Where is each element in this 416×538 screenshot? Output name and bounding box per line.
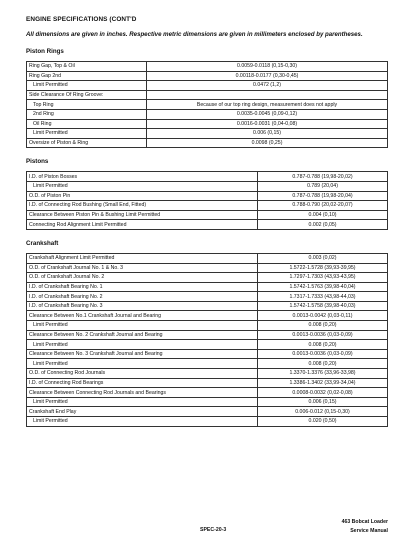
spec-label: I.D. of Crankshaft Bearing No. 1 xyxy=(27,282,258,292)
spec-value: 1.5742-1.5763 (39,98-40,04) xyxy=(258,282,388,292)
table-row xyxy=(27,129,388,139)
spec-label: I.D. of Connecting Rod Bushing (Small End, Fitted) xyxy=(27,201,258,211)
section-title-piston-rings: Piston Rings xyxy=(26,48,64,55)
spec-label: Limit Permitted xyxy=(27,181,258,191)
spec-label: Oil Ring xyxy=(27,119,147,129)
spec-label: O.D. of Crankshaft Journal No. 1 & No. 3 xyxy=(27,263,258,273)
table-row xyxy=(27,349,388,359)
spec-value: 0.0472 (1,2) xyxy=(147,81,388,91)
table-row xyxy=(27,417,388,427)
table-row xyxy=(27,388,388,398)
table-row xyxy=(27,62,388,72)
spec-label: Connecting Rod Alignment Limit Permitted xyxy=(27,220,258,230)
table-row xyxy=(27,282,388,292)
spec-value: 0.006 (0,15) xyxy=(147,129,388,139)
spec-value: 0.008 (0,20) xyxy=(258,321,388,331)
spec-value: 0.0013-0.0036 (0,03-0,09) xyxy=(258,349,388,359)
manual-info xyxy=(342,518,388,536)
spec-value: Because of our top ring design, measurement does not apply xyxy=(147,100,388,110)
spec-value: 1.5742-1.5758 (39,98-40,03) xyxy=(258,301,388,311)
table-row xyxy=(27,100,388,110)
pistons-table xyxy=(26,171,388,230)
spec-value: 0.003 (0,02) xyxy=(258,253,388,263)
intro-note: All dimensions are given in inches. Respective metric dimensions are given in millimeters enclosed by parentheses. xyxy=(26,31,363,38)
table-row xyxy=(27,81,388,91)
table-row xyxy=(27,340,388,350)
spec-value: 1.7297-1.7303 (43,93-43,95) xyxy=(258,273,388,283)
table-row xyxy=(27,201,388,211)
spec-page xyxy=(26,16,388,534)
table-row xyxy=(27,172,388,182)
spec-label: Crankshaft End Play xyxy=(27,407,258,417)
spec-value: 0.0013-0.0036 (0,03-0,09) xyxy=(258,330,388,340)
spec-value: 1.7317-1.7333 (43,98-44,03) xyxy=(258,292,388,302)
spec-value xyxy=(147,90,388,100)
spec-label: Limit Permitted xyxy=(27,340,258,350)
table-row xyxy=(27,210,388,220)
spec-label: Ring Gap, Top & Oil xyxy=(27,62,147,72)
spec-value: 0.002 (0,05) xyxy=(258,220,388,230)
table-row xyxy=(27,263,388,273)
manual-name: Service Manual xyxy=(350,528,388,534)
page-number: SPEC-20-3 xyxy=(200,527,227,533)
table-row xyxy=(27,191,388,201)
table-row xyxy=(27,138,388,148)
table-row xyxy=(27,220,388,230)
spec-value: 0.788-0.790 (20,02-20,07) xyxy=(258,201,388,211)
spec-label: Limit Permitted xyxy=(27,321,258,331)
table-row xyxy=(27,321,388,331)
spec-label: Clearance Between No.1 Crankshaft Journal and Bearing xyxy=(27,311,258,321)
model-name: 463 Bobcat Loader xyxy=(341,519,388,525)
spec-value: 0.0059-0.0118 (0,15-0,30) xyxy=(147,62,388,72)
piston-rings-table xyxy=(26,61,388,148)
spec-label: I.D. of Piston Bosses xyxy=(27,172,258,182)
spec-label: I.D. of Connecting Rod Bearings xyxy=(27,378,258,388)
spec-label: Limit Permitted xyxy=(27,359,258,369)
table-row xyxy=(27,253,388,263)
spec-label: Limit Permitted xyxy=(27,81,147,91)
spec-label: 2nd Ring xyxy=(27,109,147,119)
spec-label: Limit Permitted xyxy=(27,397,258,407)
table-row xyxy=(27,397,388,407)
table-row xyxy=(27,369,388,379)
table-row xyxy=(27,407,388,417)
table-row xyxy=(27,292,388,302)
spec-value: 0.0098 (0,25) xyxy=(147,138,388,148)
spec-value: 0.008 (0,20) xyxy=(258,359,388,369)
table-row xyxy=(27,109,388,119)
spec-label: Limit Permitted xyxy=(27,129,147,139)
spec-value: 0.787-0.788 (19,98-20,02) xyxy=(258,172,388,182)
section-title-pistons: Pistons xyxy=(26,158,49,166)
spec-value: 0.0013-0.0042 (0,03-0,11) xyxy=(258,311,388,321)
table-row xyxy=(27,119,388,129)
table-row xyxy=(27,71,388,81)
spec-label: Clearance Between Connecting Rod Journals and Bearings xyxy=(27,388,258,398)
table-row xyxy=(27,378,388,388)
spec-label: Top Ring xyxy=(27,100,147,110)
spec-label: O.D. of Piston Pin xyxy=(27,191,258,201)
spec-value: 0.006 (0,15) xyxy=(258,397,388,407)
spec-label: Clearance Between No. 2 Crankshaft Journal and Bearing xyxy=(27,330,258,340)
table-row xyxy=(27,330,388,340)
spec-label: O.D. of Crankshaft Journal No. 2 xyxy=(27,273,258,283)
spec-value: 1.3370-1.3376 (33,96-33,98) xyxy=(258,369,388,379)
spec-label: Clearance Between No. 3 Crankshaft Journal and Bearing xyxy=(27,349,258,359)
table-row xyxy=(27,301,388,311)
spec-label: Limit Permitted xyxy=(27,417,258,427)
table-row xyxy=(27,273,388,283)
spec-value: 0.789 (20,04) xyxy=(258,181,388,191)
spec-value: 0.0016-0.0031 (0,04-0,08) xyxy=(147,119,388,129)
spec-value: 0.006-0.012 (0,15-0,30) xyxy=(258,407,388,417)
spec-value: 0.004 (0,10) xyxy=(258,210,388,220)
spec-label: I.D. of Crankshaft Bearing No. 3 xyxy=(27,301,258,311)
spec-value: 0.020 (0,50) xyxy=(258,417,388,427)
spec-label: Ring Gap 2nd xyxy=(27,71,147,81)
spec-value: 0.787-0.788 (19,98-20,04) xyxy=(258,191,388,201)
spec-label: Clearance Between Piston Pin & Bushing Limit Permitted xyxy=(27,210,258,220)
spec-value: 0.00118-0.0177 (0,30-0,45) xyxy=(147,71,388,81)
spec-value: 1.3386-1.3402 (33,99-34,04) xyxy=(258,378,388,388)
spec-label: I.D. of Crankshaft Bearing No. 2 xyxy=(27,292,258,302)
spec-value: 0.0035-0.0045 (0,09-0,12) xyxy=(147,109,388,119)
spec-value: 0.008 (0,20) xyxy=(258,340,388,350)
table-row xyxy=(27,181,388,191)
table-row xyxy=(27,311,388,321)
spec-value: 0.0008-0.0032 (0,02-0,08) xyxy=(258,388,388,398)
page-title: ENGINE SPECIFICATIONS (CONT'D xyxy=(26,16,137,23)
spec-label: Oversize of Piston & Ring xyxy=(27,138,147,148)
spec-label: Side Clearance Of Ring Groove: xyxy=(27,90,147,100)
spec-label: Crankshaft Alignment Limit Permitted xyxy=(27,253,258,263)
spec-value: 1.5722-1.5728 (39,93-39,95) xyxy=(258,263,388,273)
table-row xyxy=(27,359,388,369)
spec-label: O.D. of Connecting Rod Journals xyxy=(27,369,258,379)
crankshaft-table xyxy=(26,253,388,427)
table-row xyxy=(27,90,388,100)
section-title-crankshaft: Crankshaft xyxy=(26,239,59,247)
